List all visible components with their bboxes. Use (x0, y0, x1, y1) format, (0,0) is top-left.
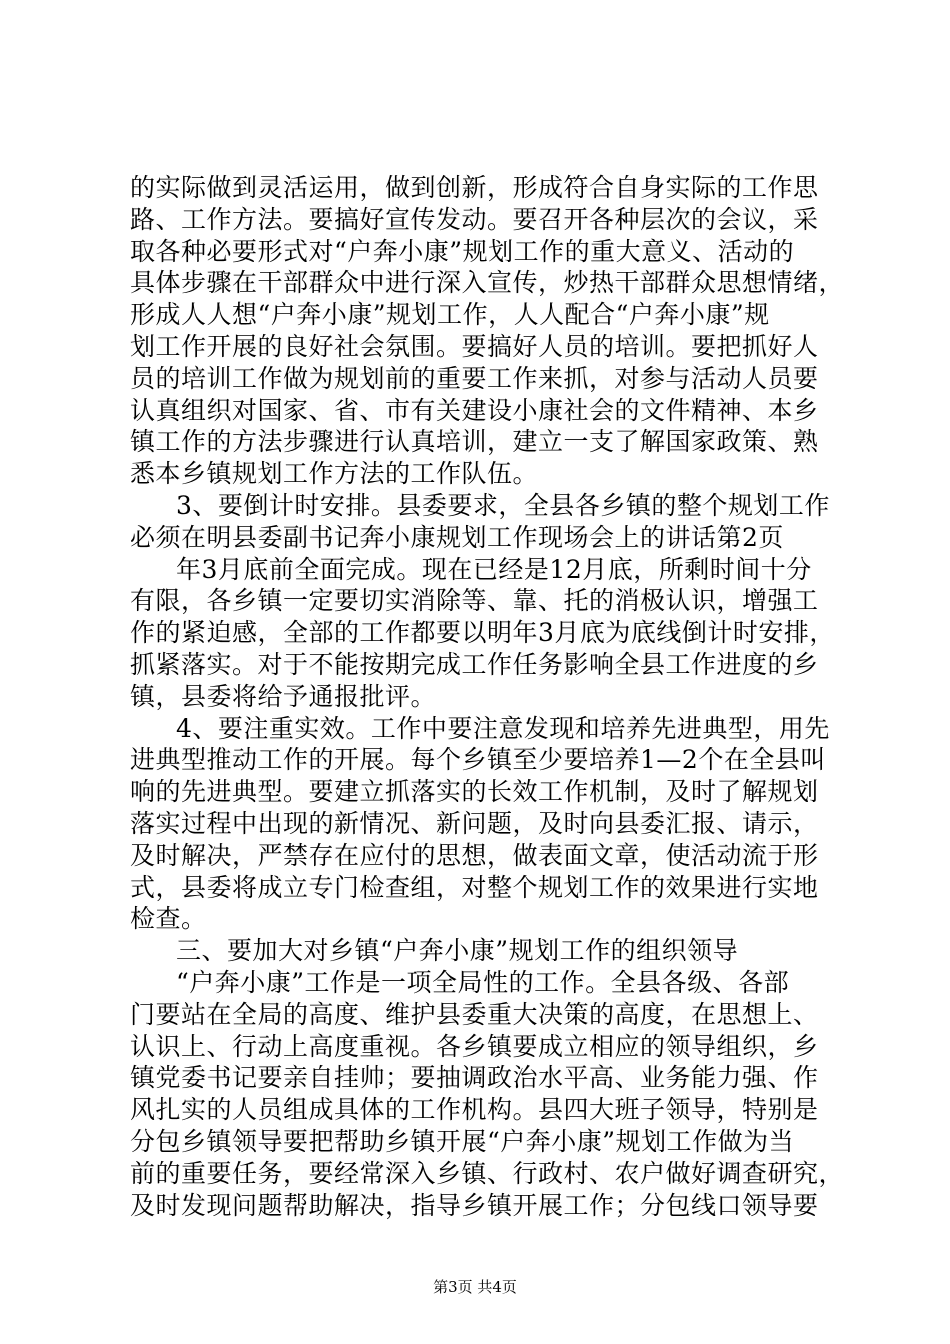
text-line: 形成人人想“户奔小康”规划工作，人人配合“户奔小康”规 (130, 300, 770, 330)
text-line: 划工作开展的良好社会氛围。要搞好人员的培训。要把抓好人 (130, 331, 819, 361)
text-line: 镇党委书记要亲自挂帅；要抽调政治水平高、业务能力强、作 (130, 1063, 819, 1093)
text-line: 悉本乡镇规划工作方法的工作队伍。 (130, 459, 539, 489)
document-body (130, 172, 845, 1221)
text-line: 的实际做到灵活运用，做到创新，形成符合自身实际的工作思 (130, 173, 819, 202)
text-line: 取各种必要形式对“户奔小康”规划工作的重大意义、活动的 (130, 236, 795, 266)
text-line: 式，县委将成立专门检查组，对整个规划工作的效果进行实地 (130, 872, 819, 902)
page-footer: 第3页 共4页 (433, 1278, 517, 1296)
text-line: 3、要倒计时安排。县委要求，全县各乡镇的整个规划工作 (176, 490, 830, 520)
text-line: 镇，县委将给予通报批评。 (130, 681, 437, 711)
text-line: 年3月底前全面完成。现在已经是12月底，所剩时间十分 (176, 554, 812, 584)
text-line: 风扎实的人员组成具体的工作机构。县四大班子领导，特别是 (130, 1095, 819, 1125)
text-line: 路、工作方法。要搞好宣传发动。要召开各种层次的会议，采 (130, 204, 819, 234)
text-line: 认识上、行动上高度重视。各乡镇要成立相应的领导组织，乡 (130, 1031, 819, 1061)
text-line: 有限，各乡镇一定要切实消除等、靠、托的消极认识，增强工 (130, 586, 819, 616)
text-line: 具体步骤在干部群众中进行深入宣传，炒热干部群众思想情绪， (130, 268, 845, 298)
text-line: 认真组织对国家、省、市有关建设小康社会的文件精神、本乡 (130, 395, 819, 425)
text-line: 落实过程中出现的新情况、新问题，及时向县委汇报、请示， (130, 808, 819, 838)
text-line: 必须在明县委副书记奔小康规划工作现场会上的讲话第2页 (130, 522, 784, 552)
text-line: 前的重要任务，要经常深入乡镇、行政村、农户做好调查研究， (130, 1158, 845, 1188)
text-line: 及时发现问题帮助解决，指导乡镇开展工作；分包线口领导要 (130, 1190, 819, 1220)
text-line: 门要站在全局的高度、维护县委重大决策的高度，在思想上、 (130, 999, 819, 1029)
text-line: 抓紧落实。对于不能按期完成工作任务影响全县工作进度的乡 (130, 649, 819, 679)
text-line: 进典型推动工作的开展。每个乡镇至少要培养1—2个在全县叫 (130, 745, 826, 775)
text-line: 响的先进典型。要建立抓落实的长效工作机制，及时了解规划 (130, 777, 819, 807)
text-line: 镇工作的方法步骤进行认真培训，建立一支了解国家政策、熟 (130, 427, 819, 457)
text-line: 4、要注重实效。工作中要注意发现和培养先进典型，用先 (176, 713, 830, 743)
text-line: 检查。 (130, 904, 207, 934)
text-line: 员的培训工作做为规划前的重要工作来抓，对参与活动人员要 (130, 363, 819, 393)
text-line: 分包乡镇领导要把帮助乡镇开展“户奔小康”规划工作做为当 (130, 1126, 795, 1156)
text-line: “户奔小康”工作是一项全局性的工作。全县各级、各部 (176, 967, 790, 997)
text-line: 三、要加大对乡镇“户奔小康”规划工作的组织领导 (176, 936, 739, 966)
text-line: 作的紧迫感，全部的工作都要以明年3月底为底线倒计时安排， (130, 618, 835, 648)
text-line: 及时解决，严禁存在应付的思想，做表面文章，使活动流于形 (130, 840, 819, 870)
